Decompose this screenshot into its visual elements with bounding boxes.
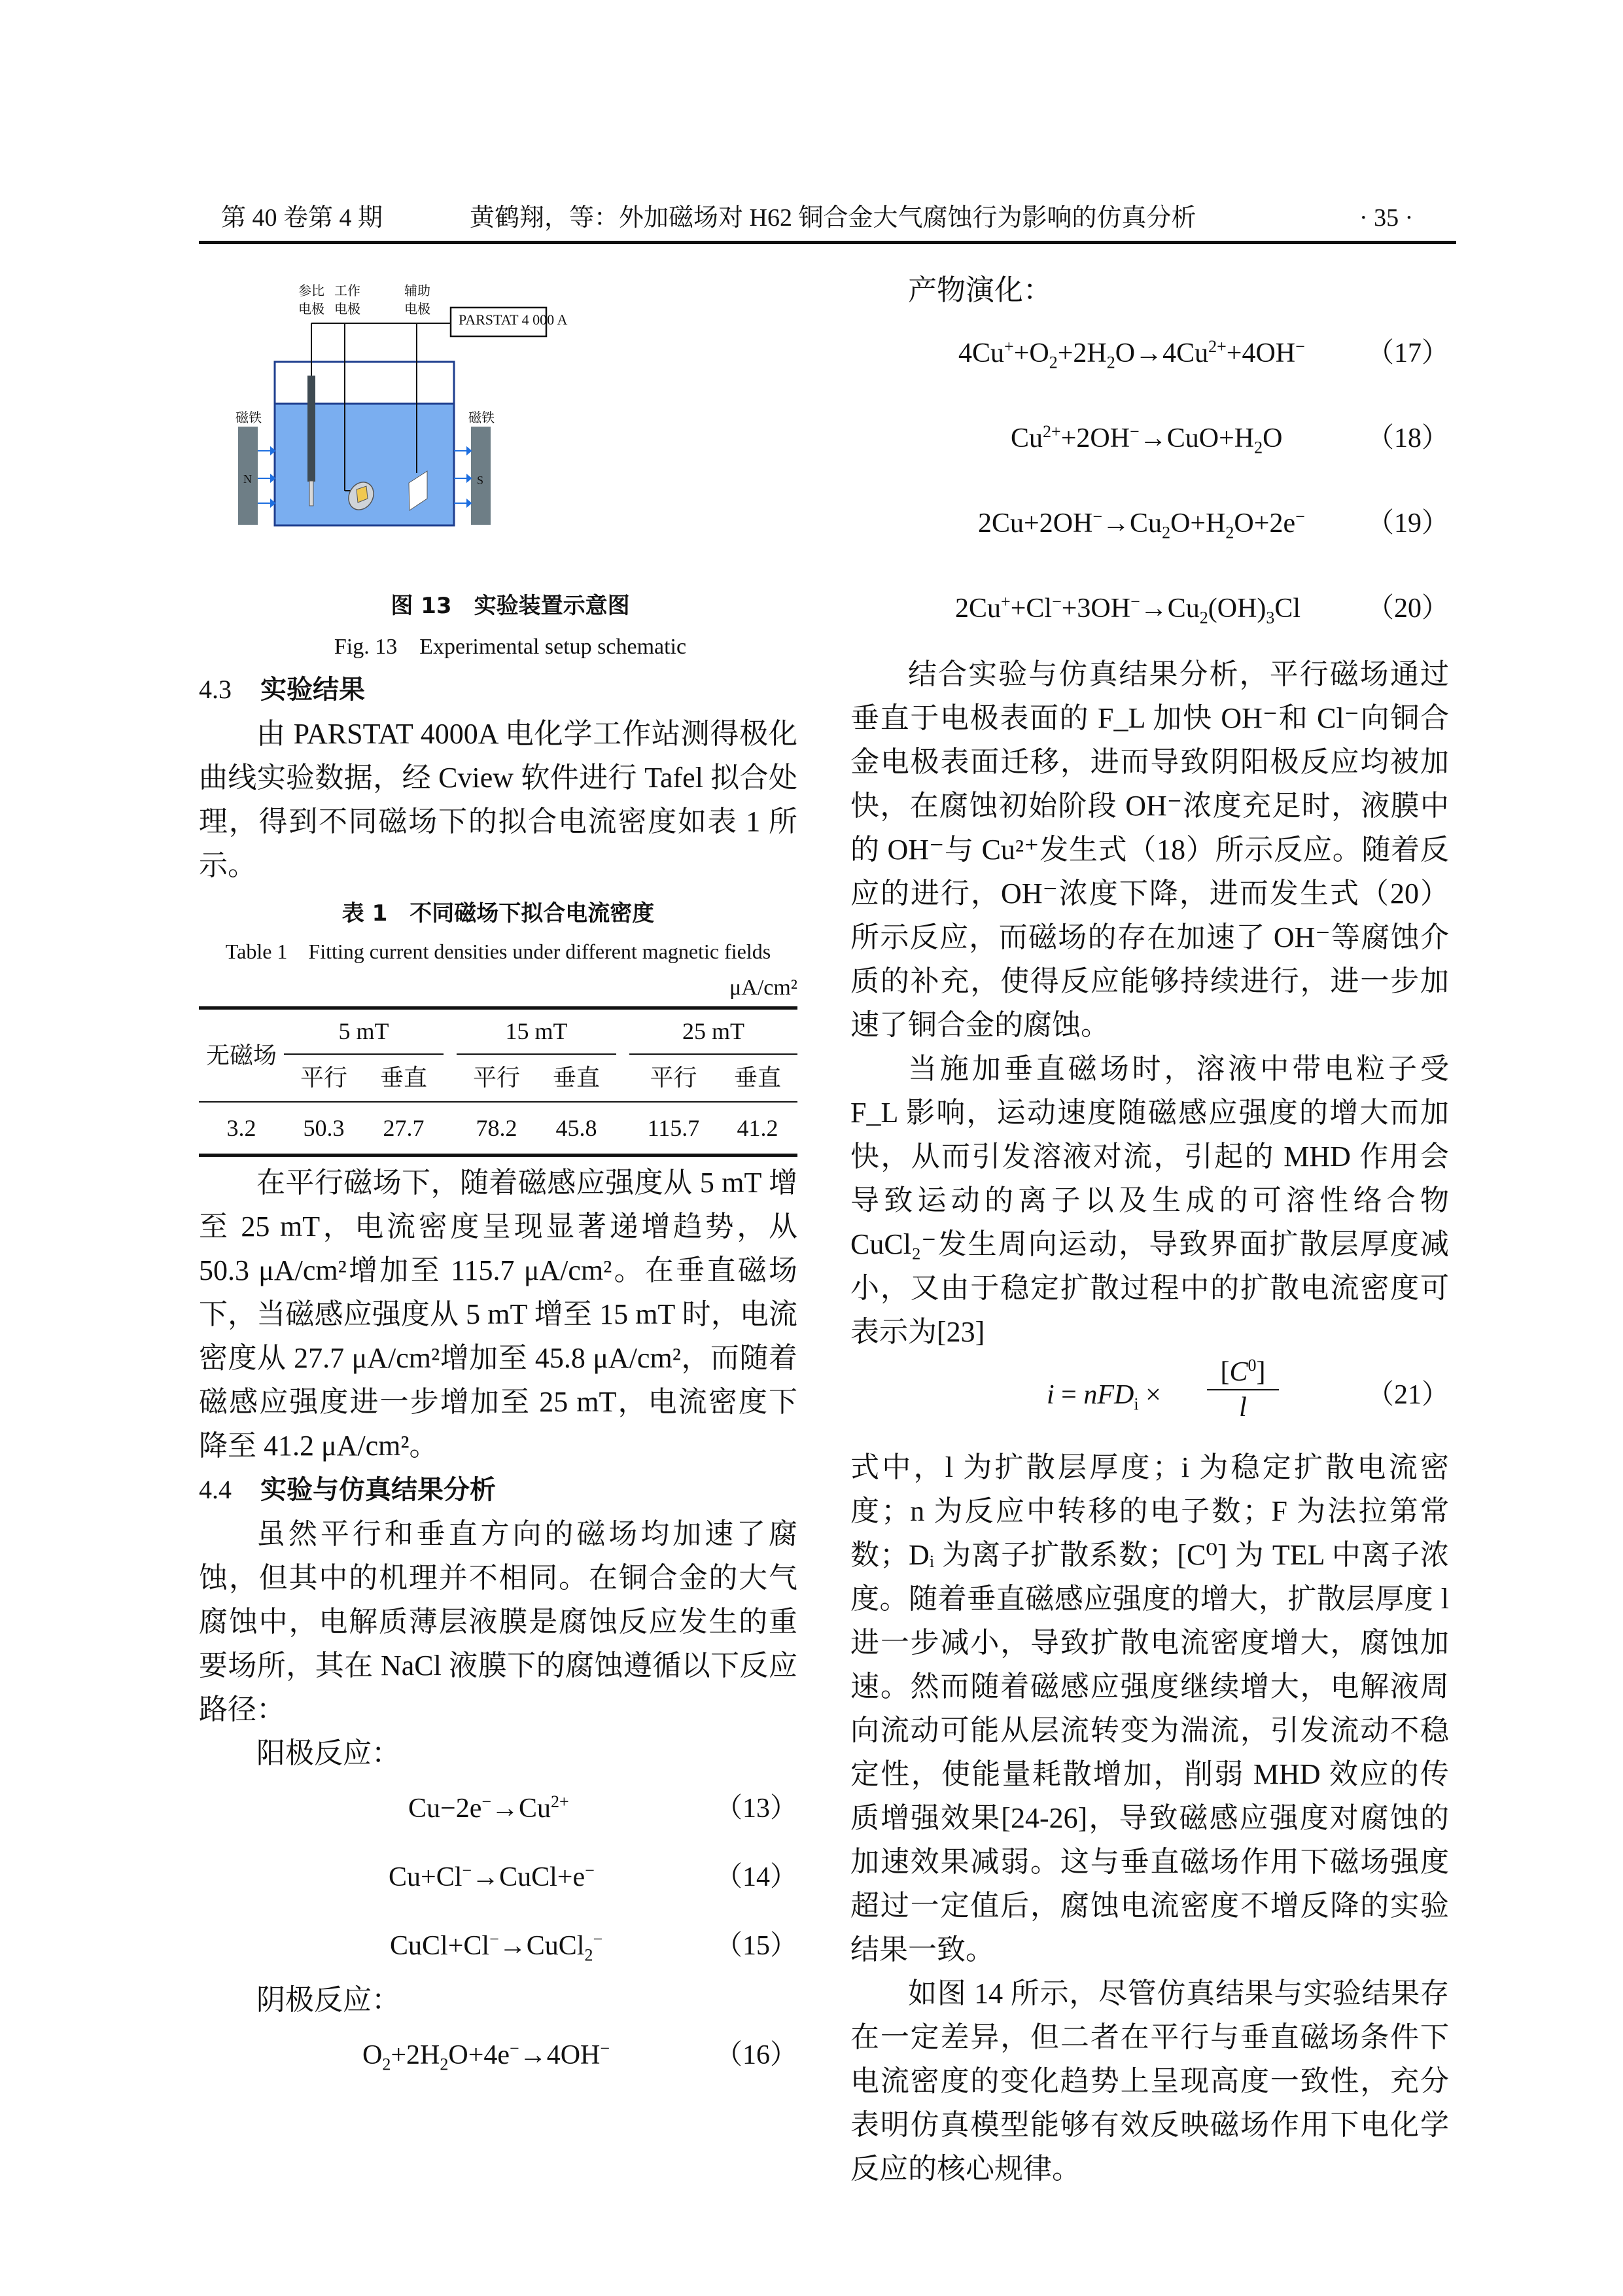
cell-15mT-perpendicular: 45.8 bbox=[555, 1114, 597, 1141]
equation-15: CuCl+Cl−→CuCl$_2$− （15） bbox=[390, 1930, 797, 1965]
sub-header-parallel: 平行 bbox=[300, 1065, 347, 1091]
header-rule bbox=[199, 241, 1456, 244]
ref-electrode-label-1: 参比 bbox=[298, 283, 324, 298]
table-row bbox=[199, 1103, 797, 1154]
aux-electrode-label-2: 电极 bbox=[404, 301, 430, 317]
equation-21: i = nFD$_i$ × $[C^0]$ l （21） bbox=[1047, 1356, 1449, 1422]
cell-5mT-perpendicular: 27.7 bbox=[383, 1114, 425, 1141]
results-paragraph: 在平行磁场下，随着磁感应强度从 5 mT 增至 25 mT，电流密度呈现显著递增趋势，从 50.3 μA/cm²增加至 115.7 μA/cm²。在垂直磁场下，当磁感应强度从 5 mT 增至 15 mT 时，电流密度从 27.7 μA/cm²增加至 45.8 μA/cm²，而随着磁感应强度进一步增加至 25 mT，电流密度下降至 41.2 μA/cm²。 bbox=[199, 1167, 797, 1462]
instrument-label: PARSTAT 4 000 A bbox=[459, 311, 568, 328]
product-evolution-label: 产物演化： bbox=[908, 274, 1052, 306]
figure-13-caption-cn: 图 13 实验装置示意图 bbox=[391, 593, 630, 619]
table-1-unit: μA/cm² bbox=[729, 976, 797, 1000]
anode-label: 阳极反应： bbox=[256, 1737, 400, 1769]
sub-header-perpendicular: 垂直 bbox=[379, 1065, 427, 1091]
figure-13-setup-schematic bbox=[216, 262, 805, 576]
sub-header-parallel: 平行 bbox=[472, 1065, 520, 1091]
magnet-left-label: 磁铁 bbox=[236, 410, 262, 425]
equation-16: $O_2+2H_2O+4e^-\to 4OH^-$ （16） bbox=[362, 2039, 797, 2074]
magnet-right-label: 磁铁 bbox=[468, 410, 495, 425]
cell-25mT-perpendicular: 41.2 bbox=[737, 1114, 778, 1141]
col-header-no-field: 无磁场 bbox=[205, 1042, 277, 1069]
section-4-3-heading: 4.3 实验结果 bbox=[199, 675, 365, 705]
equation-14: Cu+Cl−→CuCl+e− （14） bbox=[389, 1861, 797, 1892]
table-1-caption-cn: 表 1 不同磁场下拟合电流密度 bbox=[341, 900, 655, 927]
page-number: · 35 · bbox=[1359, 204, 1414, 232]
svg-text:N: N bbox=[243, 472, 252, 486]
section-4-4-heading: 4.4 实验与仿真结果分析 bbox=[199, 1475, 496, 1505]
table-1 bbox=[199, 1010, 797, 1154]
aux-electrode-label-1: 辅助 bbox=[404, 283, 430, 298]
cell-15mT-parallel: 78.2 bbox=[476, 1114, 517, 1141]
sub-header-parallel: 平行 bbox=[650, 1065, 697, 1091]
section-4-4-paragraph: 虽然平行和垂直方向的磁场均加速了腐蚀，但其中的机理并不相同。在铜合金的大气腐蚀中，电解质薄层液膜是腐蚀反应发生的重要场所，其在 NaCl 液膜下的腐蚀遵循以下反应路径： bbox=[199, 1518, 797, 1725]
left-column bbox=[199, 667, 797, 2087]
cell-25mT-parallel: 115.7 bbox=[647, 1114, 700, 1141]
figure-13-caption-en: Fig. 13 Experimental setup schematic bbox=[334, 635, 687, 659]
ref-electrode-label-2: 电极 bbox=[298, 301, 324, 317]
work-electrode-label-1: 工作 bbox=[334, 283, 360, 298]
journal-volume: 第 40 卷第 4 期 bbox=[221, 204, 383, 232]
table-bottom-rule bbox=[199, 1154, 797, 1157]
cathode-label: 阴极反应： bbox=[256, 1984, 400, 2016]
cell-no-field: 3.2 bbox=[226, 1114, 256, 1141]
analysis-paragraph-1: 结合实验与仿真结果分析，平行磁场通过垂直于电极表面的 F_L 加快 OH⁻和 Cl⁻向铜合金电极表面迁移，进而导致阴阳极反应均被加快，在腐蚀初始阶段 OH⁻浓度充足时，液膜中的 OH⁻与 Cu²⁺发生式（18）所示反应。随着反应的进行，OH⁻浓度下降，进而发生式（20）所示反应，而磁场的存在加速了 OH⁻等腐蚀介质的补充，使得反应能够持续进行，进一步加速了铜合金的腐蚀。 bbox=[850, 658, 1449, 1041]
sub-header-perpendicular: 垂直 bbox=[552, 1065, 600, 1091]
analysis-paragraph-3: 式中，l 为扩散层厚度；i 为稳定扩散电流密度；n 为反应中转移的电子数；F 为法拉第常数；Dᵢ 为离子扩散系数；[C⁰] 为 TEL 中离子浓度。随着垂直磁感应强度的增大，扩散层厚度 l 进一步减小，导致扩散电流密度增大，腐蚀加速。然而随着磁感应强度继续增大，电解液周向流动可能从层流转变为湍流，引发流动不稳定性，使能量耗散增加，削弱 MHD 效应的传质增强效果[24-26]，导致磁感应强度对腐蚀的加速效果减弱。这与垂直磁场作用下磁场强度超过一定值后，腐蚀电流密度不增反降的实验结果一致。 bbox=[850, 1451, 1449, 1966]
col-group-5mT: 5 mT bbox=[284, 1010, 444, 1054]
equation-17: $4Cu^++O_2+2H_2O\to 4Cu^{2+}+4OH^-$ （17） bbox=[958, 337, 1449, 372]
right-column bbox=[850, 268, 1449, 2191]
svg-text:S: S bbox=[477, 474, 484, 487]
analysis-paragraph-2: 当施加垂直磁场时，溶液中带电粒子受 F_L 影响，运动速度随磁感应强度的增大而加快，从而引发溶液对流，引起的 MHD 作用会导致运动的离子以及生成的可溶性络合物 CuCl₂⁻发生周向运动，导致界面扩散层厚度减小，又由于稳定扩散过程中的扩散电流密度可表示为[23] bbox=[850, 1053, 1449, 1348]
work-electrode-label-2: 电极 bbox=[334, 301, 360, 317]
sub-header-perpendicular: 垂直 bbox=[733, 1065, 781, 1091]
table-1-caption-en: Table 1 Fitting current densities under different magnetic fields bbox=[225, 940, 771, 963]
equation-20: $2Cu^++Cl^-+3OH^-\to Cu_2(OH)_3Cl$ （20） bbox=[955, 592, 1449, 627]
col-group-15mT: 15 mT bbox=[457, 1010, 616, 1054]
analysis-paragraph-4: 如图 14 所示，尽管仿真结果与实验结果存在一定差异，但二者在平行与垂直磁场条件下电流密度的变化趋势上呈现高度一致性，充分表明仿真模型能够有效反映磁场作用下电化学反应的核心规律。 bbox=[850, 1977, 1449, 2185]
section-4-3-paragraph: 由 PARSTAT 4000A 电化学工作站测得极化曲线实验数据，经 Cview 软件进行 Tafel 拟合处理，得到不同磁场下的拟合电流密度如表 1 所示。 bbox=[199, 718, 797, 881]
equation-19: $2Cu+2OH^-\to Cu_2O+H_2O+2e^-$ （19） bbox=[978, 507, 1449, 542]
col-group-25mT: 25 mT bbox=[629, 1010, 797, 1054]
equation-18: $Cu^{2+}+2OH^-\to CuO+H_2O$ （18） bbox=[1011, 422, 1449, 457]
cell-5mT-parallel: 50.3 bbox=[303, 1114, 345, 1141]
equation-13: $Cu-2e^-\to Cu^{2+}$ （13） bbox=[408, 1792, 797, 1824]
running-title: 黄鹤翔，等：外加磁场对 H62 铜合金大气腐蚀行为影响的仿真分析 bbox=[470, 204, 1196, 232]
